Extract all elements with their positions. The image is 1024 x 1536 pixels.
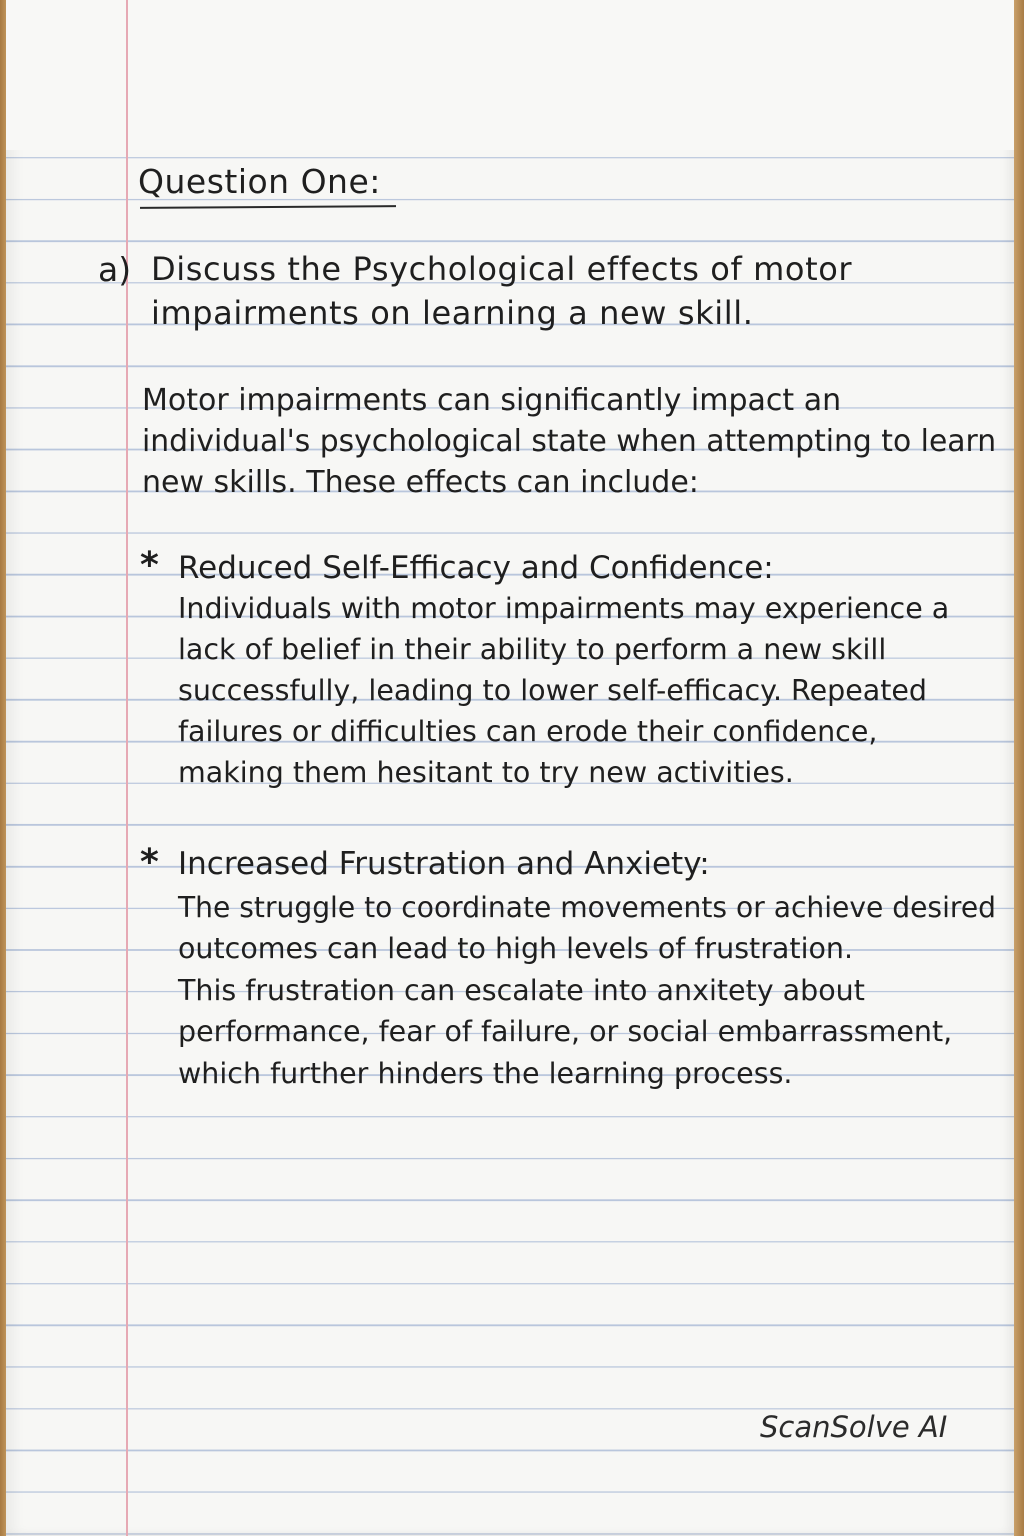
question-label: a)	[98, 250, 132, 289]
point-body-line: performance, fear of failure, or social embarrassment,	[178, 1015, 953, 1048]
question-text-line: Discuss the Psychological effects of motor	[151, 250, 853, 288]
bullet-asterisk: *	[140, 545, 159, 586]
intro-line: Motor impairments can significantly impact an	[142, 383, 842, 418]
point-body-line: The struggle to coordinate movements or achieve desired	[178, 891, 997, 924]
page-title: Question One:	[138, 162, 381, 201]
point-body-line: successfully, leading to lower self-efficacy. Repeated	[178, 674, 928, 707]
margin-line	[126, 0, 128, 1536]
question-text-line: impairments on learning a new skill.	[151, 294, 754, 332]
point-body-line: Individuals with motor impairments may experience a	[178, 592, 950, 625]
point-body-line: This frustration can escalate into anxitety about	[178, 974, 865, 1007]
intro-line: new skills. These effects can include:	[142, 465, 699, 500]
point-body-line: failures or difficulties can erode their confidence,	[178, 715, 878, 748]
point-body-line: making them hesitant to try new activities.	[178, 756, 794, 789]
point-body-line: outcomes can lead to high levels of frustration.	[178, 932, 854, 965]
point-heading: Increased Frustration and Anxiety:	[178, 846, 710, 882]
desk-surface-right	[1014, 0, 1024, 1536]
point-heading: Reduced Self-Efficacy and Confidence:	[178, 550, 774, 586]
point-body-line: lack of belief in their ability to perform a new skill	[178, 633, 887, 666]
lined-paper-sheet	[6, 0, 1014, 1536]
point-body-line: which further hinders the learning process.	[178, 1057, 793, 1090]
paper-header-area	[6, 0, 1014, 150]
bullet-asterisk: *	[140, 842, 159, 883]
intro-line: individual's psychological state when attempting to learn	[142, 424, 997, 459]
brand-watermark: ScanSolve AI	[760, 1410, 948, 1444]
title-underline	[140, 205, 396, 209]
